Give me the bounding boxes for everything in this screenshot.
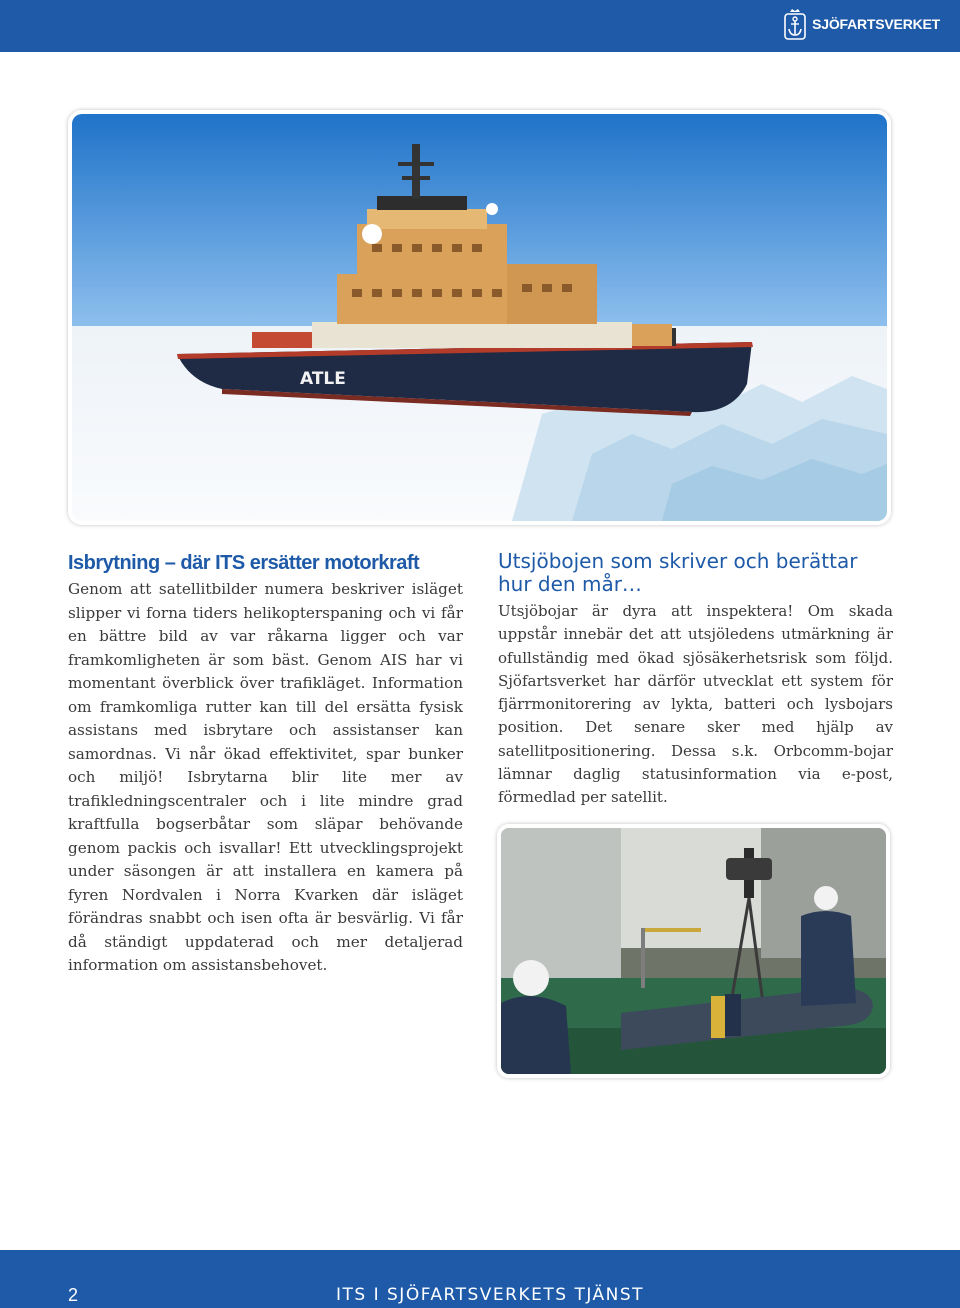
page-number: 2 [68, 1285, 79, 1305]
header-bar [0, 0, 960, 52]
footer-title: ITS I SJÖFARTSVERKETS TJÄNST [336, 1285, 645, 1305]
logo [784, 6, 940, 42]
icebreaker-photo [68, 110, 891, 525]
logo-text: SJÖFARTSVERKET [812, 16, 940, 32]
left-article-heading: Isbrytning – där ITS ersätter motorkraft [68, 552, 420, 574]
buoy-workshop-photo [497, 824, 890, 1078]
right-article-heading: Utsjöbojen som skriver och berättar hur den mår… [498, 549, 858, 596]
right-article [498, 550, 893, 810]
hull-name: ATLE [300, 369, 346, 389]
right-article-body: Utsjöbojar är dyra att inspektera! Om skada uppstår innebär det att utsjöledens utmärkning är ofullständig med ökad sjösäkerhetsrisk som följd. Sjöfartsverket har därför utvecklat ett system för fjärrmonitorering av lykta, batteri och lysbojars position. Det senare sker med hjälp av satellitpositionering. Dessa s.k. Orbcomm-bojar lämnar daglig statusinformation via e-post, förmedlad per satellit. [498, 602, 893, 807]
left-article [68, 550, 463, 978]
anchor-crown-icon [784, 8, 806, 40]
left-article-body: Genom att satellitbilder numera beskriver isläget slipper vi forna tiders helikopterspaning och vi får en bättre bild av var råkarna ligger och var framkomligheten är som bäst. Genom AIS har vi momentant överblick över trafikläget. Information om framkomliga rutter kan till del ersätta fysisk assistans med isbrytare och assistanser kan samordnas. Vi når ökad effektivitet, spar bunker och miljö! Isbrytarna blir lite mer av trafikledningscentraler och i lite mindre grad kraftfulla bogserbåtar som släpar behövande genom packis och isvallar! Ett utvecklingsprojekt under säsongen är att installera en kamera på fyren Nordvalen i Norra Kvarken där isläget förändras snabbt och isen ofta är besvärlig. Vi får då ständigt uppdaterad och mer detaljerad information om assistansbehovet. [68, 580, 463, 974]
